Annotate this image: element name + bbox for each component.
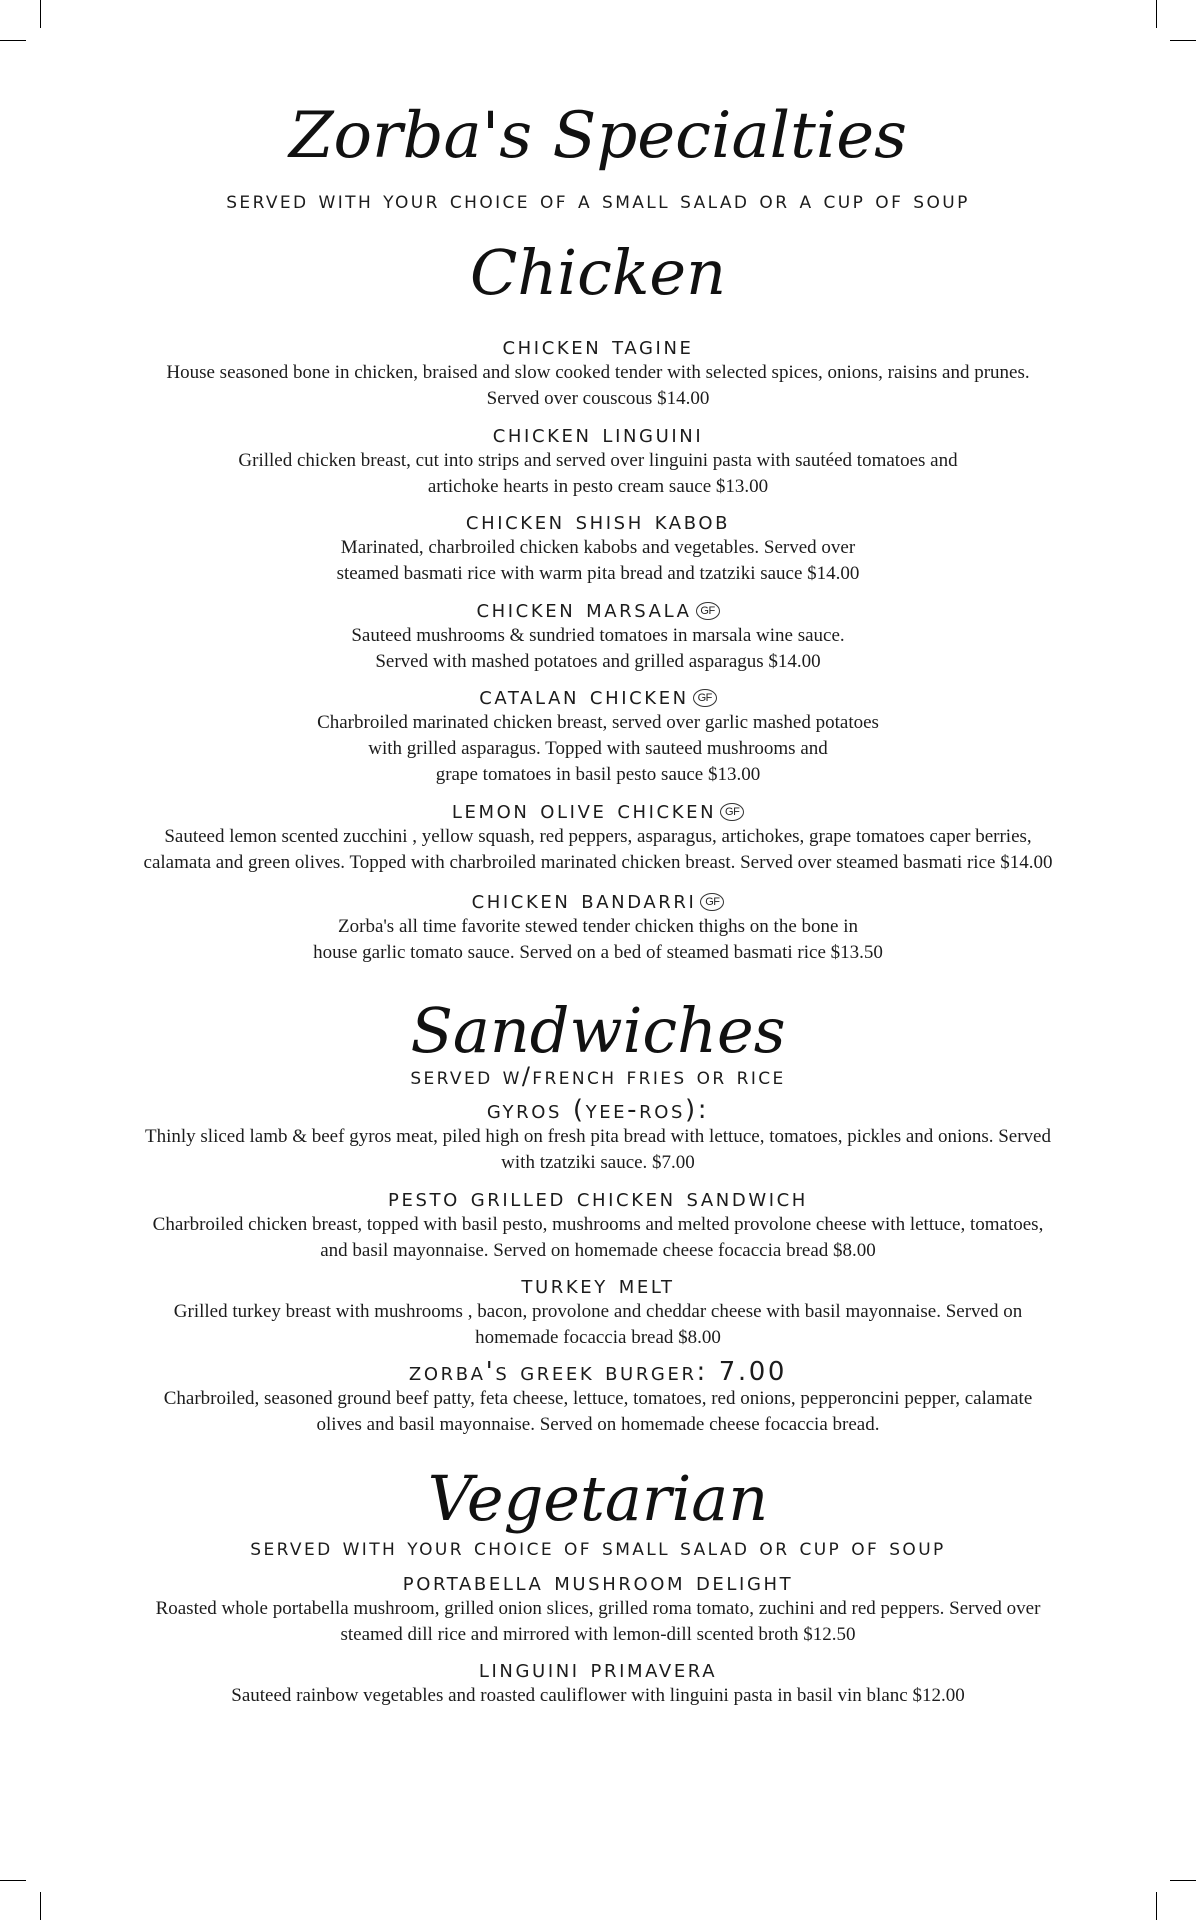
dish-description-line: Charbroiled, seasoned ground beef patty, feta cheese, lettuce, tomatoes, red onions, pepperoncini pepper, calamate [163, 1388, 1033, 1409]
dish-linguini-primavera [0, 1655, 1196, 1709]
menu-subtitle: served with your choice of a small salad or a cup of soup [226, 186, 970, 214]
dish-name-row [0, 595, 1196, 623]
section-title-vegetarian: Vegetarian [427, 1462, 769, 1535]
crop-mark-top-right-h [1170, 40, 1196, 41]
dish-chicken-shish-kabob [0, 507, 1196, 587]
dish-name: portabella mushroom delight [402, 1567, 794, 1597]
dish-name-row [0, 682, 1196, 710]
dish-description-line: Charbroiled chicken breast, topped with basil pesto, mushrooms and melted provolone cheese with lettuce, tomatoes, [152, 1214, 1044, 1235]
dish-name: pesto grilled chicken sandwich [388, 1183, 808, 1213]
dish-description-line: Sauteed rainbow vegetables and roasted cauliflower with linguini pasta in basil vin blanc $12.00 [231, 1685, 965, 1706]
crop-mark-top-left-h [0, 40, 26, 41]
dish-description-line: homemade focaccia bread $8.00 [475, 1327, 721, 1348]
dish-chicken-bandarri [0, 886, 1196, 966]
crop-mark-top-right [1156, 0, 1157, 28]
dish-description-line: calamata and green olives. Topped with charbroiled marinated chicken breast. Served over steamed basmati rice $14.00 [143, 852, 1053, 873]
dish-name: chicken marsala [476, 594, 692, 624]
section-title-chicken: Chicken [469, 236, 727, 309]
gluten-free-icon: GF [720, 803, 744, 821]
dish-name: turkey melt [521, 1270, 675, 1300]
crop-mark-bottom-right-h [1170, 1880, 1196, 1881]
dish-name: chicken bandarri [471, 885, 697, 915]
dish-description-line: steamed basmati rice with warm pita bread and tzatziki sauce $14.00 [336, 563, 860, 584]
dish-description-line: Charbroiled marinated chicken breast, served over garlic mashed potatoes [317, 712, 879, 733]
crop-mark-bottom-left-h [0, 1880, 26, 1881]
dish-description-line: Sauteed lemon scented zucchini , yellow squash, red peppers, asparagus, artichokes, grape tomatoes caper berries, [164, 826, 1032, 847]
dish-description-line: House seasoned bone in chicken, braised and slow cooked tender with selected spices, onions, raisins and prunes. [166, 362, 1030, 383]
dish-chicken-marsala [0, 595, 1196, 675]
crop-mark-top-left [40, 0, 41, 28]
dish-name: catalan chicken [479, 681, 689, 711]
dish-description-line: with tzatziki sauce. $7.00 [501, 1152, 695, 1173]
dish-description-line: Grilled chicken breast, cut into strips and served over linguini pasta with sautéed tomatoes and [238, 450, 958, 471]
dish-description-line: and basil mayonnaise. Served on homemade cheese focaccia bread $8.00 [320, 1240, 876, 1261]
dish-description-line: Roasted whole portabella mushroom, grilled onion slices, grilled roma tomato, zuchini and red peppers. Served over [155, 1598, 1041, 1619]
dish-portabella-mushroom-delight [0, 1568, 1196, 1648]
gluten-free-icon: GF [693, 689, 717, 707]
dish-pesto-grilled-chicken-sandwich [0, 1184, 1196, 1264]
dish-chicken-tagine [0, 332, 1196, 412]
dish-description-line: steamed dill rice and mirrored with lemon-dill scented broth $12.50 [340, 1624, 856, 1645]
dish-name: zorba's greek burger: 7.00 [408, 1357, 788, 1387]
dish-name: chicken shish kabob [465, 506, 731, 536]
dish-description-line: house garlic tomato sauce. Served on a bed of steamed basmati rice $13.50 [313, 942, 883, 963]
dish-name-row [0, 796, 1196, 824]
dish-lemon-olive-chicken [0, 796, 1196, 876]
gluten-free-icon: GF [700, 893, 724, 911]
dish-description-line: grape tomatoes in basil pesto sauce $13.00 [435, 764, 761, 785]
section-subtitle-vegetarian: served with your choice of small salad or cup of soup [250, 1533, 946, 1561]
dish-description-line: Sauteed mushrooms & sundried tomatoes in marsala wine sauce. [351, 625, 845, 646]
dish-description-line: Served over couscous $14.00 [486, 388, 710, 409]
dish-name: chicken linguini [492, 419, 704, 449]
dish-name: linguini primavera [478, 1654, 718, 1684]
dish-description-line: Marinated, charbroiled chicken kabobs and vegetables. Served over [340, 537, 856, 558]
dish-chicken-linguini [0, 420, 1196, 500]
dish-description-line: Grilled turkey breast with mushrooms , bacon, provolone and cheddar cheese with basil mayonnaise. Served on [173, 1301, 1023, 1322]
dish-description-line: Zorba's all time favorite stewed tender chicken thighs on the bone in [338, 916, 858, 937]
section-subtitle-sandwiches: served w/french fries or rice [410, 1062, 786, 1090]
dish-description-line: Thinly sliced lamb & beef gyros meat, piled high on fresh pita bread with lettuce, tomatoes, pickles and onions. Served [145, 1126, 1051, 1147]
dish-turkey-melt [0, 1271, 1196, 1351]
dish-description-line: Served with mashed potatoes and grilled asparagus $14.00 [375, 651, 821, 672]
dish-catalan-chicken [0, 682, 1196, 788]
dish-name: gyros (yee-ros): [486, 1095, 710, 1125]
dish-zorbas-greek-burger [0, 1358, 1196, 1438]
gluten-free-icon: GF [696, 602, 720, 620]
section-title-sandwiches: Sandwiches [410, 994, 786, 1067]
dish-description-line: with grilled asparagus. Topped with sauteed mushrooms and [368, 738, 828, 759]
dish-name: lemon olive chicken [451, 795, 717, 825]
crop-mark-bottom-left [40, 1892, 41, 1920]
dish-gyros [0, 1096, 1196, 1176]
dish-description-line: artichoke hearts in pesto cream sauce $13.00 [427, 476, 769, 497]
dish-name: chicken tagine [502, 331, 694, 361]
crop-mark-bottom-right [1156, 1892, 1157, 1920]
menu-title: Zorba's Specialties [288, 99, 908, 173]
dish-description-line: olives and basil mayonnaise. Served on homemade cheese focaccia bread. [316, 1414, 880, 1435]
dish-name-row [0, 886, 1196, 914]
